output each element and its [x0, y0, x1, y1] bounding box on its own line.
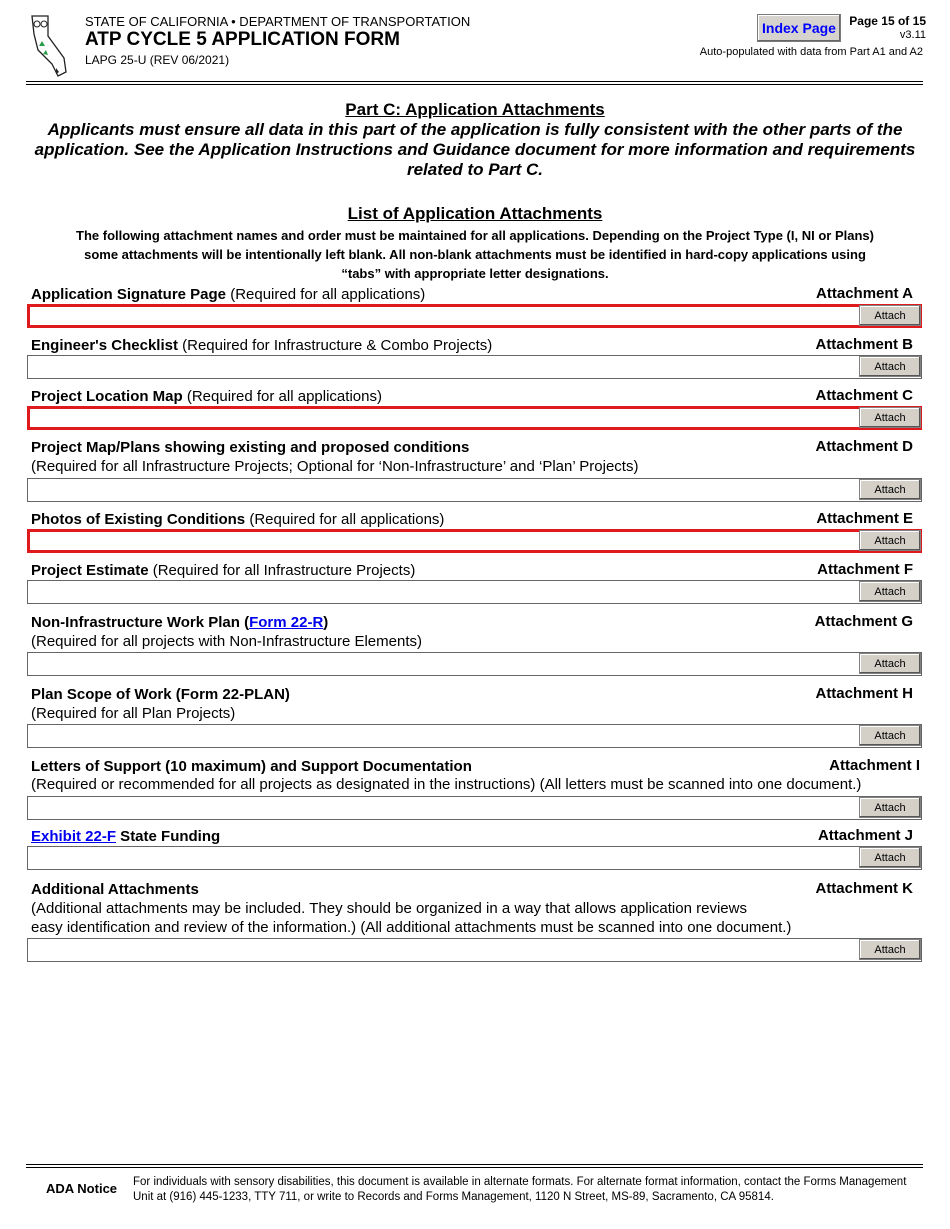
header-divider-bottom [26, 84, 923, 85]
attachment-e-title: Photos of Existing Conditions [31, 511, 246, 528]
attachment-b-label [31, 336, 492, 355]
page-number: Page 15 of 15 [849, 14, 926, 28]
part-c-description: Applicants must ensure all data in this part of the application is fully consistent with the other parts of the application. See the Application Instructions and Guidance document for more information and requirements related to Part C. [34, 120, 916, 179]
footer-divider-top [26, 1164, 923, 1165]
attachment-g-title-end: ) [323, 614, 329, 631]
header-divider-top [26, 81, 923, 82]
attachment-f-note: (Required for all Infrastructure Projects) [148, 562, 416, 579]
list-description-line-3: “tabs” with appropriate letter designations. [341, 266, 609, 281]
attachments-list-title: List of Application Attachments [347, 204, 603, 223]
attachment-a-attach-button[interactable]: Attach [859, 305, 921, 326]
attachment-j-field[interactable] [27, 846, 922, 870]
attachment-g-title: Non-Infrastructure Work Plan ( [31, 614, 250, 631]
attachment-j-id: Attachment J [817, 827, 913, 844]
attachment-a-note: (Required for all applications) [226, 286, 426, 303]
form-title: ATP CYCLE 5 APPLICATION FORM [85, 29, 400, 50]
auto-populated-note: Auto-populated with data from Part A1 and A2 [699, 46, 923, 58]
attachment-f-field[interactable] [27, 580, 922, 604]
attachment-j-label [31, 827, 220, 846]
ada-notice-text: For individuals with sensory disabilities, this document is available in alternate formats. For alternate format information, contact the Forms Management Unit at (916) 445-1233, TTY 711, or write to Records and Forms Management, 1120 N Street, MS-89, Sacramento, CA 95814. [133, 1176, 907, 1203]
part-c-title: Part C: Application Attachments [345, 100, 605, 119]
attachment-h-id: Attachment H [815, 685, 913, 702]
attachment-e-field[interactable] [27, 529, 922, 553]
attachment-d-id: Attachment D [815, 438, 913, 455]
attachment-g-note: (Required for all projects with Non-Infrastructure Elements) [31, 633, 422, 650]
attachment-c-field[interactable] [27, 406, 922, 430]
attachment-f-attach-button[interactable]: Attach [859, 581, 921, 602]
attachment-k-field[interactable] [27, 938, 922, 962]
attachment-k-title: Additional Attachments [31, 881, 199, 898]
agency-line: STATE OF CALIFORNIA • DEPARTMENT OF TRANSPORTATION [85, 14, 471, 29]
attachment-g-field[interactable] [27, 652, 922, 676]
attachment-f-id: Attachment F [817, 561, 913, 578]
attachment-g-id: Attachment G [814, 613, 913, 630]
attachment-g-attach-button[interactable]: Attach [859, 653, 921, 674]
attachment-a-field[interactable] [27, 304, 922, 328]
attachment-c-label [31, 387, 382, 406]
exhibit-22-f-link[interactable]: Exhibit 22-F [31, 828, 117, 845]
attachment-k-note-line-1: (Additional attachments may be included. They should be organized in a way that allows application reviews [31, 900, 747, 917]
attachment-h-note: (Required for all Plan Projects) [31, 705, 236, 722]
attachment-i-field[interactable] [27, 796, 922, 820]
attachment-f-label [31, 561, 415, 580]
attachment-a-title: Application Signature Page [31, 286, 227, 303]
attachment-k-id: Attachment K [815, 880, 913, 897]
attachment-g-label [31, 613, 328, 632]
ada-notice-title: ADA Notice [46, 1181, 118, 1196]
attachment-k-attach-button[interactable]: Attach [859, 939, 921, 960]
attachment-b-note: (Required for Infrastructure & Combo Projects) [177, 337, 493, 354]
attachment-h-field[interactable] [27, 724, 922, 748]
attachment-d-field[interactable] [27, 478, 922, 502]
attachment-b-id: Attachment B [815, 336, 913, 353]
attachment-c-title: Project Location Map [31, 388, 183, 405]
attachment-c-note: (Required for all applications) [182, 388, 382, 405]
attachment-j-attach-button[interactable]: Attach [859, 847, 921, 868]
form-version: v3.11 [899, 29, 926, 41]
list-description-line-1: The following attachment names and order must be maintained for all applications. Depending on the Project Type (I, NI or Plans) [76, 228, 874, 243]
attachment-e-id: Attachment E [816, 510, 913, 527]
attachment-a-label [31, 285, 425, 304]
attachment-e-label [31, 510, 444, 529]
footer-divider-bottom [26, 1167, 923, 1168]
list-description-line-2: some attachments will be intentionally left blank. All non-blank attachments must be identified in hard-copy applications using [84, 247, 866, 262]
attachment-c-attach-button[interactable]: Attach [859, 407, 921, 428]
attachment-h-title: Plan Scope of Work (Form 22-PLAN) [31, 686, 290, 703]
attachment-k-note-line-2: easy identification and review of the information.) (All additional attachments must be scanned into one document.) [31, 919, 792, 936]
attachment-b-title: Engineer's Checklist [31, 337, 178, 354]
attachment-c-id: Attachment C [815, 387, 913, 404]
attachment-a-id: Attachment A [816, 285, 913, 302]
attachment-e-note: (Required for all applications) [245, 511, 445, 528]
attachment-d-title: Project Map/Plans showing existing and proposed conditions [31, 439, 470, 456]
attachment-b-attach-button[interactable]: Attach [859, 356, 921, 377]
attachment-b-field[interactable] [27, 355, 922, 379]
caltrans-state-logo [28, 14, 70, 78]
attachment-j-title: State Funding [116, 828, 221, 845]
attachment-e-attach-button[interactable]: Attach [859, 530, 921, 551]
attachment-d-note: (Required for all Infrastructure Projects; Optional for ‘Non-Infrastructure’ and ‘Plan’ Projects) [31, 458, 639, 475]
attachment-h-attach-button[interactable]: Attach [859, 725, 921, 746]
attachment-f-title: Project Estimate [31, 562, 149, 579]
attachment-d-attach-button[interactable]: Attach [859, 479, 921, 500]
form-22-r-link[interactable]: Form 22-R [249, 614, 324, 631]
attachment-i-title: Letters of Support (10 maximum) and Support Documentation [31, 758, 472, 775]
attachment-i-note: (Required or recommended for all projects as designated in the instructions) (All letters must be scanned into one document.) [31, 776, 862, 793]
attachments-list-description [28, 226, 922, 283]
attachment-i-attach-button[interactable]: Attach [859, 797, 921, 818]
index-page-button[interactable]: Index Page [757, 14, 841, 42]
attachment-i-id: Attachment I [829, 757, 920, 774]
form-code: LAPG 25-U (REV 06/2021) [85, 53, 230, 67]
